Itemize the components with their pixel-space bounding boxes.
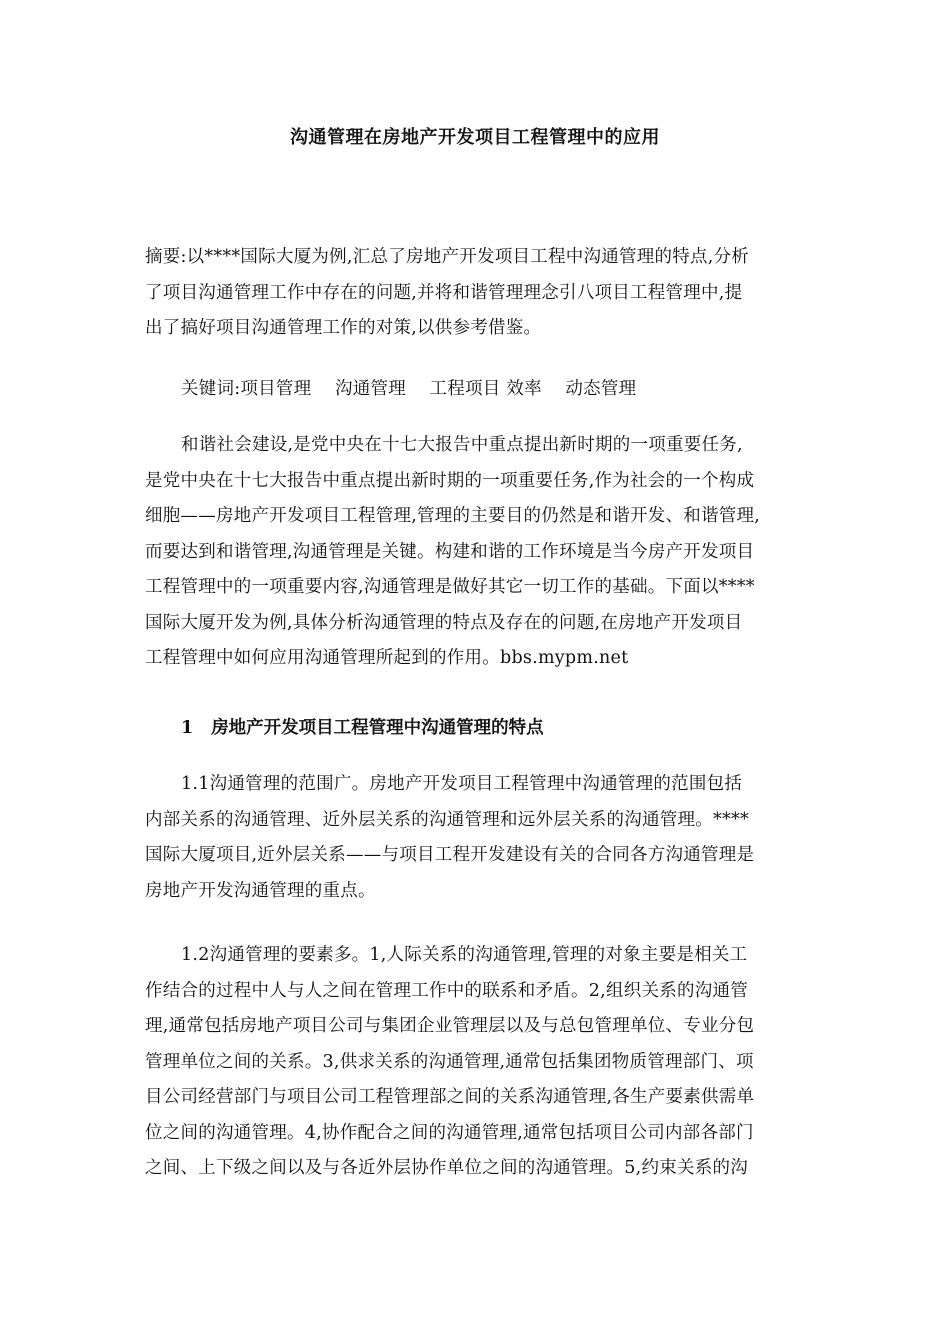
subsection-line: 内部关系的沟通管理、近外层关系的沟通管理和远外层关系的沟通管理。**** xyxy=(145,809,749,830)
intro-line: 细胞——房地产开发项目工程管理,管理的主要目的仍然是和谐开发、和谐管理, xyxy=(145,506,761,526)
abstract-line: 了项目沟通管理工作中存在的问题,并将和谐管理理念引八项目工程管理中,提 xyxy=(145,282,743,303)
subsection-1-2-paragraph xyxy=(145,938,811,1187)
abstract-line: 出了搞好项目沟通管理工作的对策,以供参考借鉴。 xyxy=(145,318,542,338)
subsection-line: 位之间的沟通管理。4,协作配合之间的沟通管理,通常包括项目公司内部各部门 xyxy=(145,1122,754,1143)
keywords-line: 关键词:项目管理 沟通管理 工程项目 效率 动态管理 xyxy=(181,379,637,399)
subsection-line: 之间、上下级之间以及与各近外层协作单位之间的沟通管理。5,约束关系的沟 xyxy=(145,1158,748,1178)
section-heading xyxy=(181,716,544,740)
abstract-paragraph xyxy=(145,240,811,347)
subsection-line: 1.2沟通管理的要素多。1,人际关系的沟通管理,管理的对象主要是相关工 xyxy=(181,945,748,965)
subsection-line: 房地产开发沟通管理的重点。 xyxy=(145,880,376,901)
subsection-line: 国际大厦项目,近外层关系——与项目工程开发建设有关的合同各方沟通管理是 xyxy=(145,845,755,865)
keywords-paragraph xyxy=(145,372,811,408)
intro-line: 工程管理中如何应用沟通管理所起到的作用。bbs.mypm.net xyxy=(145,648,629,668)
subsection-line: 1.1沟通管理的范围广。房地产开发项目工程管理中沟通管理的范围包括 xyxy=(181,774,743,794)
intro-line: 而要达到和谐管理,沟通管理是关键。构建和谐的工作环境是当今房产开发项目 xyxy=(145,541,755,562)
intro-line: 和谐社会建设,是党中央在十七大报告中重点提出新时期的一项重要任务, xyxy=(181,435,743,455)
abstract-line: 摘要:以****国际大厦为例,汇总了房地产开发项目工程中沟通管理的特点,分析 xyxy=(145,247,750,267)
subsection-line: 理,通常包括房地产项目公司与集团企业管理层以及与总包管理单位、专业分包 xyxy=(145,1016,755,1036)
intro-line: 工程管理中的一项重要内容,沟通管理是做好其它一切工作的基础。下面以**** xyxy=(145,577,755,597)
subsection-line: 目公司经营部门与项目公司工程管理部之间的关系沟通管理,各生产要素供需单 xyxy=(145,1087,755,1107)
section-number: 1 xyxy=(181,718,194,738)
subsection-line: 作结合的过程中人与人之间在管理工作中的联系和矛盾。2,组织关系的沟通管 xyxy=(145,980,748,1001)
intro-paragraph xyxy=(145,428,811,677)
section-title: 房地产开发项目工程管理中沟通管理的特点 xyxy=(211,718,544,738)
subsection-1-1-paragraph xyxy=(145,767,811,909)
intro-line: 国际大厦开发为例,具体分析沟通管理的特点及存在的问题,在房地产开发项目 xyxy=(145,612,743,633)
subsection-line: 管理单位之间的关系。3,供求关系的沟通管理,通常包括集团物质管理部门、项 xyxy=(145,1051,754,1072)
intro-line: 是党中央在十七大报告中重点提出新时期的一项重要任务,作为社会的一个构成 xyxy=(145,470,755,491)
document-title: 沟通管理在房地产开发项目工程管理中的应用 xyxy=(290,127,660,148)
